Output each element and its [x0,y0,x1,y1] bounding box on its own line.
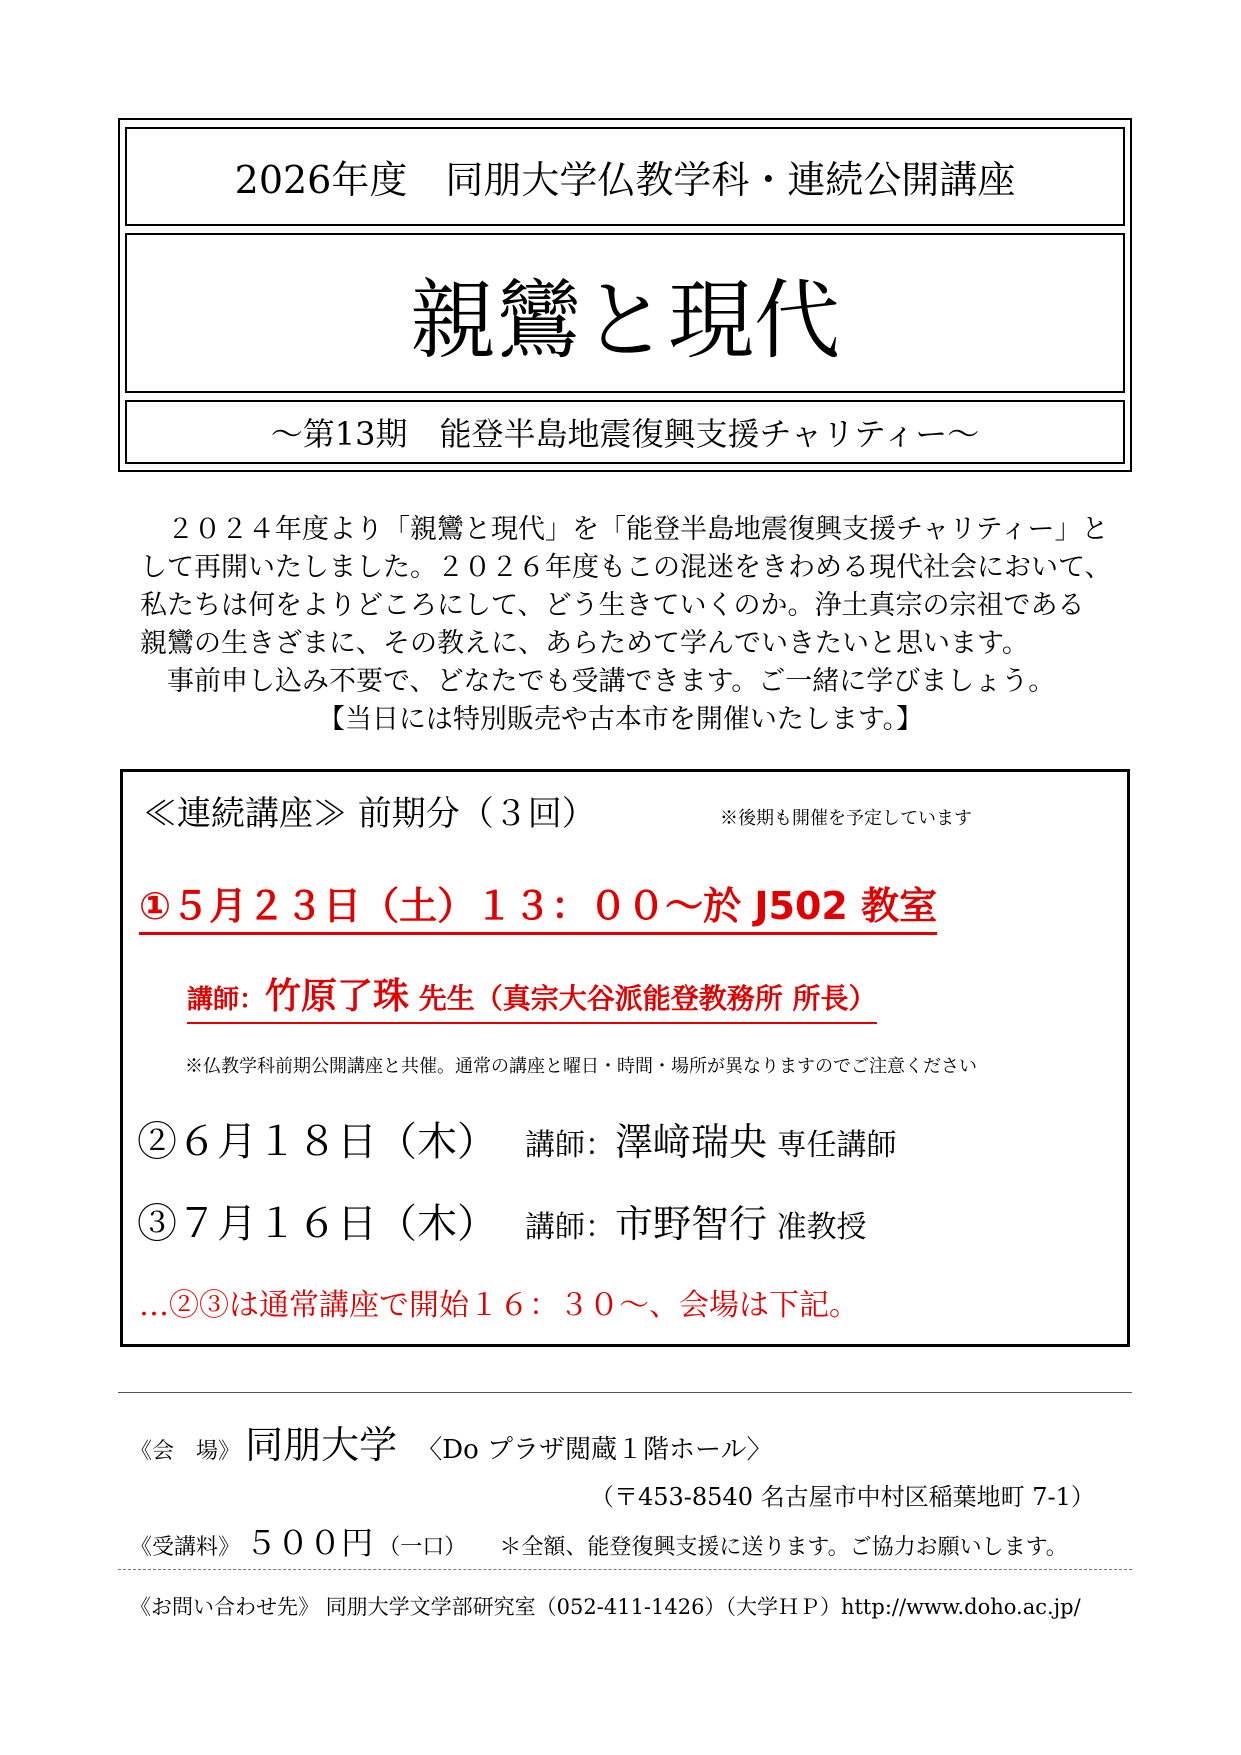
lecture-schedule-box [120,769,1130,1347]
intro-line-2: して再開いたしました。２０２６年度もこの混迷をきわめる現代社会において、 [140,552,1112,583]
lecture-3-name: 市野智行 [615,1202,768,1246]
dotted-divider [118,1569,1132,1570]
fee-note: ＊全額、能登復興支援に送ります。ご協力お願いします。 [499,1535,1068,1560]
venue-name: 同朋大学 [245,1423,398,1467]
lecture-1-note: ※仏教学科前期公開講座と共催。通常の講座と曜日・時間・場所が異なりますのでご注意ください [185,1056,977,1077]
lecture-2-date: ②６月１８日（木） [137,1119,497,1165]
special-sale-note: 【当日には特別販売や古本市を開催いたします。】 [317,704,924,735]
lecture-3-date: ③７月１６日（木） [137,1201,497,1247]
intro-line-1: ２０２４年度より「親鸞と現代」を「能登半島地震復興支援チャリティー」と [140,514,1109,545]
venue-place: 〈Do プラザ閲蔵１階ホール〉 [416,1435,773,1465]
regular-lecture-note: …②③は通常講座で開始１６：３０～、会場は下記。 [139,1288,859,1323]
lecture-2 [137,1110,897,1167]
intro-line-4: 親鸞の生きざまに、その教えに、あらためて学んでいきたいと思います。 [140,628,1029,659]
venue-line [130,1414,772,1469]
divider [118,1392,1132,1393]
fee-line [130,1518,1068,1564]
fee-amount: ５００円 [245,1524,374,1562]
lecture-heading: ≪連続講座≫ 前期分（３回） [143,794,596,834]
lecture-3 [137,1192,867,1249]
lecture-3-prefix: 講師： [525,1210,615,1245]
intro-line-5: 事前申し込み不要で、どなたでも受講できます。ご一緒に学びましょう。 [140,666,1056,697]
contact-info: 《お問い合わせ先》 同朋大学文学部研究室（052-411-1426）（大学ＨＰ）http://www.doho.ac.jp/ [130,1595,1081,1619]
fee-unit: （一口） [378,1535,467,1560]
later-term-note: ※後期も開催を予定しています [720,808,972,829]
header-frame [118,118,1132,472]
page-title: 親鸞と現代 [125,233,1125,393]
lecture-1-date: ①５月２３日（土）１３：００～於 J502 教室 [139,875,937,935]
intro-line-3: 私たちは何をよりどころにして、どう生きていくのか。浄土真宗の宗祖である [140,590,1085,621]
lecturer-prefix: 講師： [187,985,266,1015]
venue-label: 《会 場》 [130,1439,241,1464]
header-subtitle: 2026年度 同朋大学仏教学科・連続公開講座 [125,127,1125,226]
lecture-2-title: 専任講師 [776,1128,897,1163]
lecture-2-prefix: 講師： [525,1128,615,1163]
venue-address: （〒453-8540 名古屋市中村区稲葉地町 7-1） [590,1483,1095,1511]
lecture-1-lecturer [187,968,877,1024]
fee-label: 《受講料》 [130,1535,241,1560]
lecture-2-name: 澤﨑瑞央 [615,1120,768,1164]
series-title: ～第13期 能登半島地震復興支援チャリティー～ [125,400,1125,464]
lecturer-title: 先生（真宗大谷派能登教務所 所長） [418,982,877,1015]
lecture-3-title: 准教授 [776,1210,867,1245]
lecturer-name: 竹原了珠 [265,976,410,1017]
